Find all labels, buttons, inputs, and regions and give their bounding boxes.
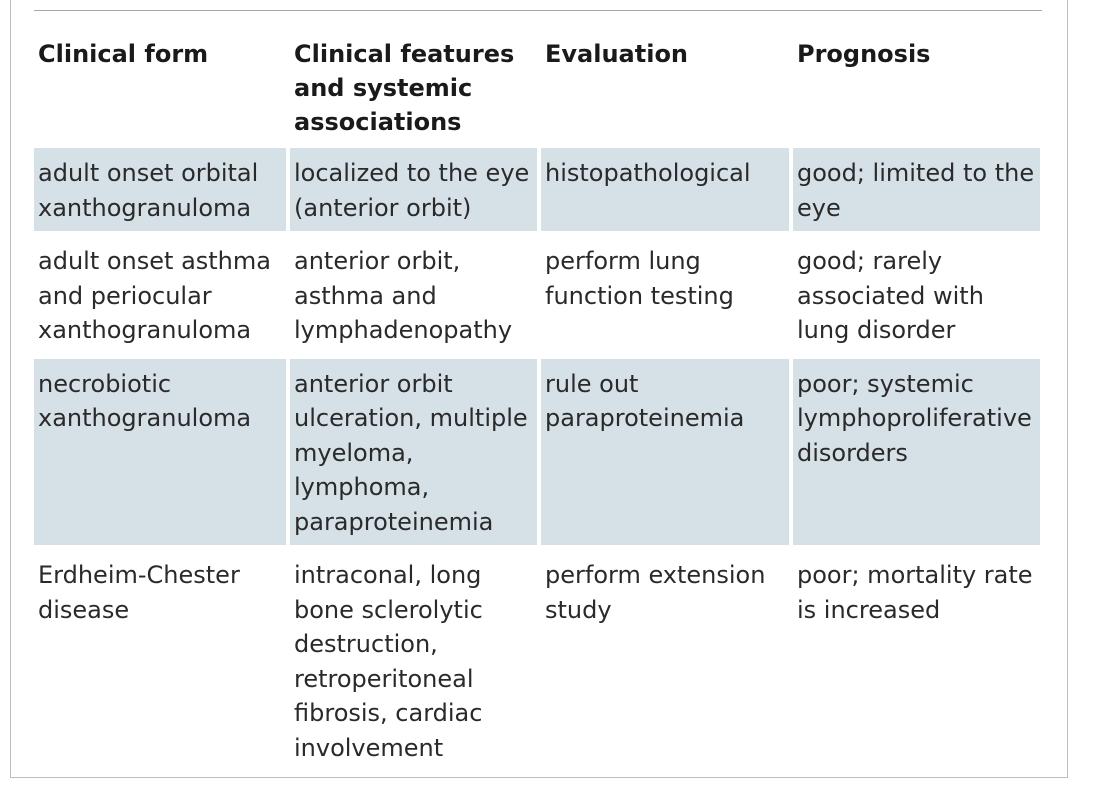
table-row [34,236,1040,354]
cell-evaluation: histopathological [541,148,789,231]
table-row [34,550,1040,771]
cell-clinical-features: localized to the eye (anterior orbit) [290,148,537,231]
table-row [34,148,1040,231]
cell-clinical-form: adult onset orbital xanthogranuloma [34,148,286,231]
cell-prognosis: poor; mortality rate is increased [797,561,1033,624]
header-clinical-features: Clinical features and systemic associations [294,40,515,136]
cell-evaluation: rule out paraproteinemia [541,359,789,546]
clinical-forms-table [30,32,1044,776]
cell-evaluation: perform lung function testing [545,247,734,310]
cell-clinical-form: Erdheim-Chester disease [38,561,240,624]
cell-clinical-form: necrobiotic xanthogranuloma [34,359,286,546]
cell-prognosis: good; limited to the eye [793,148,1040,231]
table-row [34,359,1040,546]
cell-clinical-features: anterior orbit, asthma and lymphadenopathy [294,247,513,344]
header-row [34,37,1040,143]
header-evaluation: Evaluation [545,40,689,68]
top-rule [34,10,1042,11]
cell-prognosis: poor; systemic lymphoproliferative disorders [793,359,1040,546]
header-prognosis: Prognosis [797,40,931,68]
header-clinical-form: Clinical form [38,40,209,68]
cell-clinical-features: anterior orbit ulceration, multiple myeloma, lymphoma, paraproteinemia [290,359,537,546]
cell-evaluation: perform extension study [545,561,766,624]
cell-clinical-form: adult onset asthma and periocular xanthogranuloma [38,247,271,344]
cell-prognosis: good; rarely associated with lung disorder [797,247,984,344]
cell-clinical-features: intraconal, long bone sclerolytic destruction, retroperitoneal fibrosis, cardiac involvement [294,561,483,762]
